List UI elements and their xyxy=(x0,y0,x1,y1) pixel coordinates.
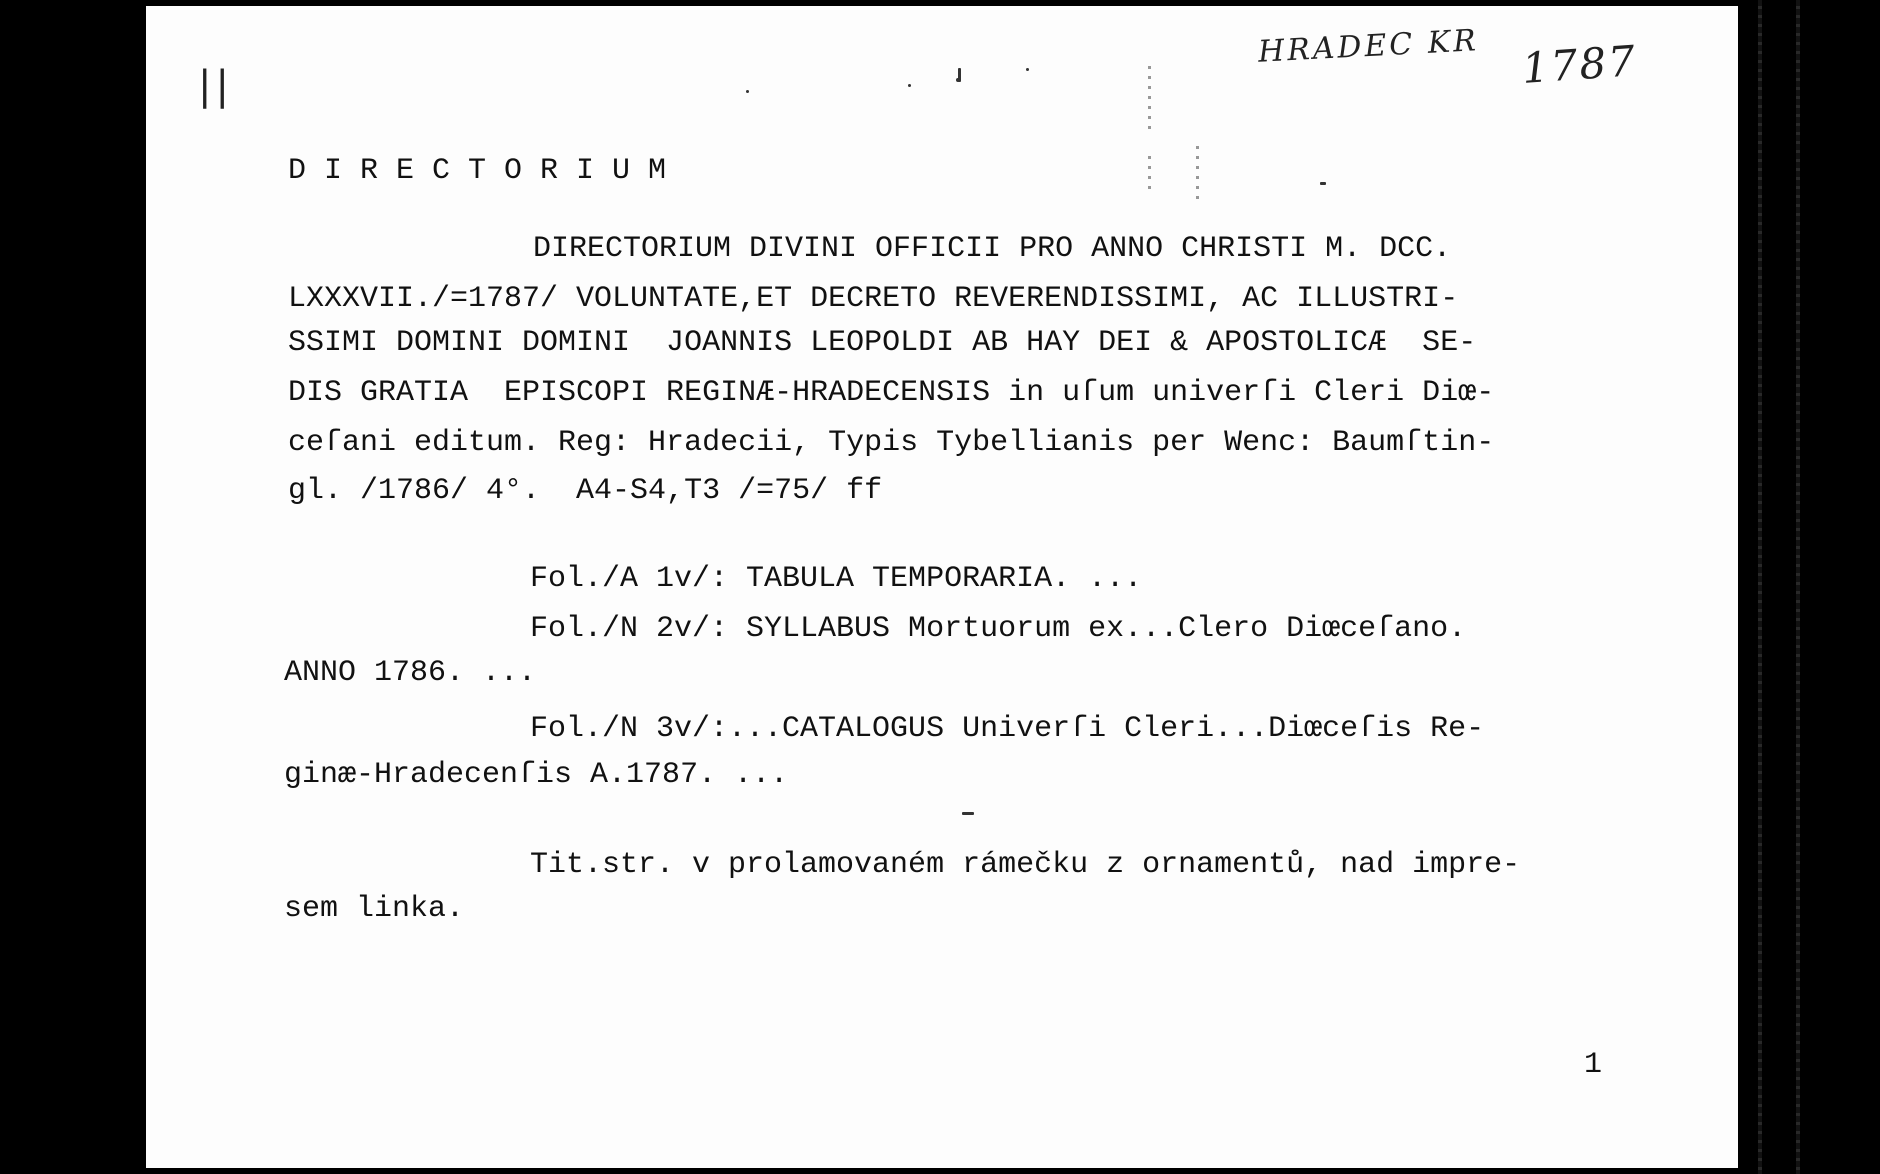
note-line: sem linka. xyxy=(284,892,465,926)
scan-speck xyxy=(1026,68,1029,71)
entry-line: SSIMI DOMINI DOMINI JOANNIS LEOPOLDI AB HAY DEI & APOSTOLICÆ SE- xyxy=(288,326,1477,360)
scan-speck xyxy=(1320,182,1326,185)
entry-line: gl. /1786/ 4°. A4-S4,T3 /=75/ ff xyxy=(288,474,883,508)
folio-line: ginæ-Hradecenſis A.1787. ... xyxy=(284,758,789,792)
page-number: 1 xyxy=(1584,1048,1603,1082)
folio-line: ANNO 1786. ... xyxy=(284,656,537,690)
catalog-card xyxy=(146,6,1738,1168)
scan-dot-line xyxy=(1148,66,1151,136)
note-line: Tit.str. v prolamovaném rámečku z ornamentů, nad impre- xyxy=(530,848,1521,882)
folio-line: Fol./N 2v/: SYLLABUS Mortuorum ex...Clero Diœceſano. xyxy=(530,612,1467,646)
left-scan-edge xyxy=(1758,0,1762,1174)
right-scan-edge xyxy=(1796,0,1800,1174)
folio-line: Fol./N 3v/:...CATALOGUS Univerſi Cleri...Diœceſis Re- xyxy=(530,712,1485,746)
scan-speck xyxy=(958,68,961,82)
handwritten-year: 1787 xyxy=(1520,36,1639,93)
scan-dot-line xyxy=(1148,156,1151,196)
margin-mark: || xyxy=(198,63,233,109)
scan-speck xyxy=(908,84,911,87)
scan-speck xyxy=(746,90,749,93)
folio-line: Fol./A 1v/: TABULA TEMPORARIA. ... xyxy=(530,562,1143,596)
entry-line: LXXXVII./=1787/ VOLUNTATE,ET DECRETO REVERENDISSIMI, AC ILLUSTRI- xyxy=(288,282,1459,316)
handwritten-location: HRADEC KR xyxy=(1257,23,1480,70)
scan-speck xyxy=(962,812,974,815)
entry-line: ceſani editum. Reg: Hradecii, Typis Tybellianis per Wenc: Baumſtin- xyxy=(288,426,1495,460)
entry-line: DIRECTORIUM DIVINI OFFICII PRO ANNO CHRISTI M. DCC. xyxy=(533,232,1452,266)
scan-dot-line xyxy=(1196,146,1199,206)
entry-line: DIS GRATIA EPISCOPI REGINÆ-HRADECENSIS in uſum univerſi Cleri Diœ- xyxy=(288,376,1495,410)
card-heading: D I R E C T O R I U M xyxy=(288,154,667,188)
